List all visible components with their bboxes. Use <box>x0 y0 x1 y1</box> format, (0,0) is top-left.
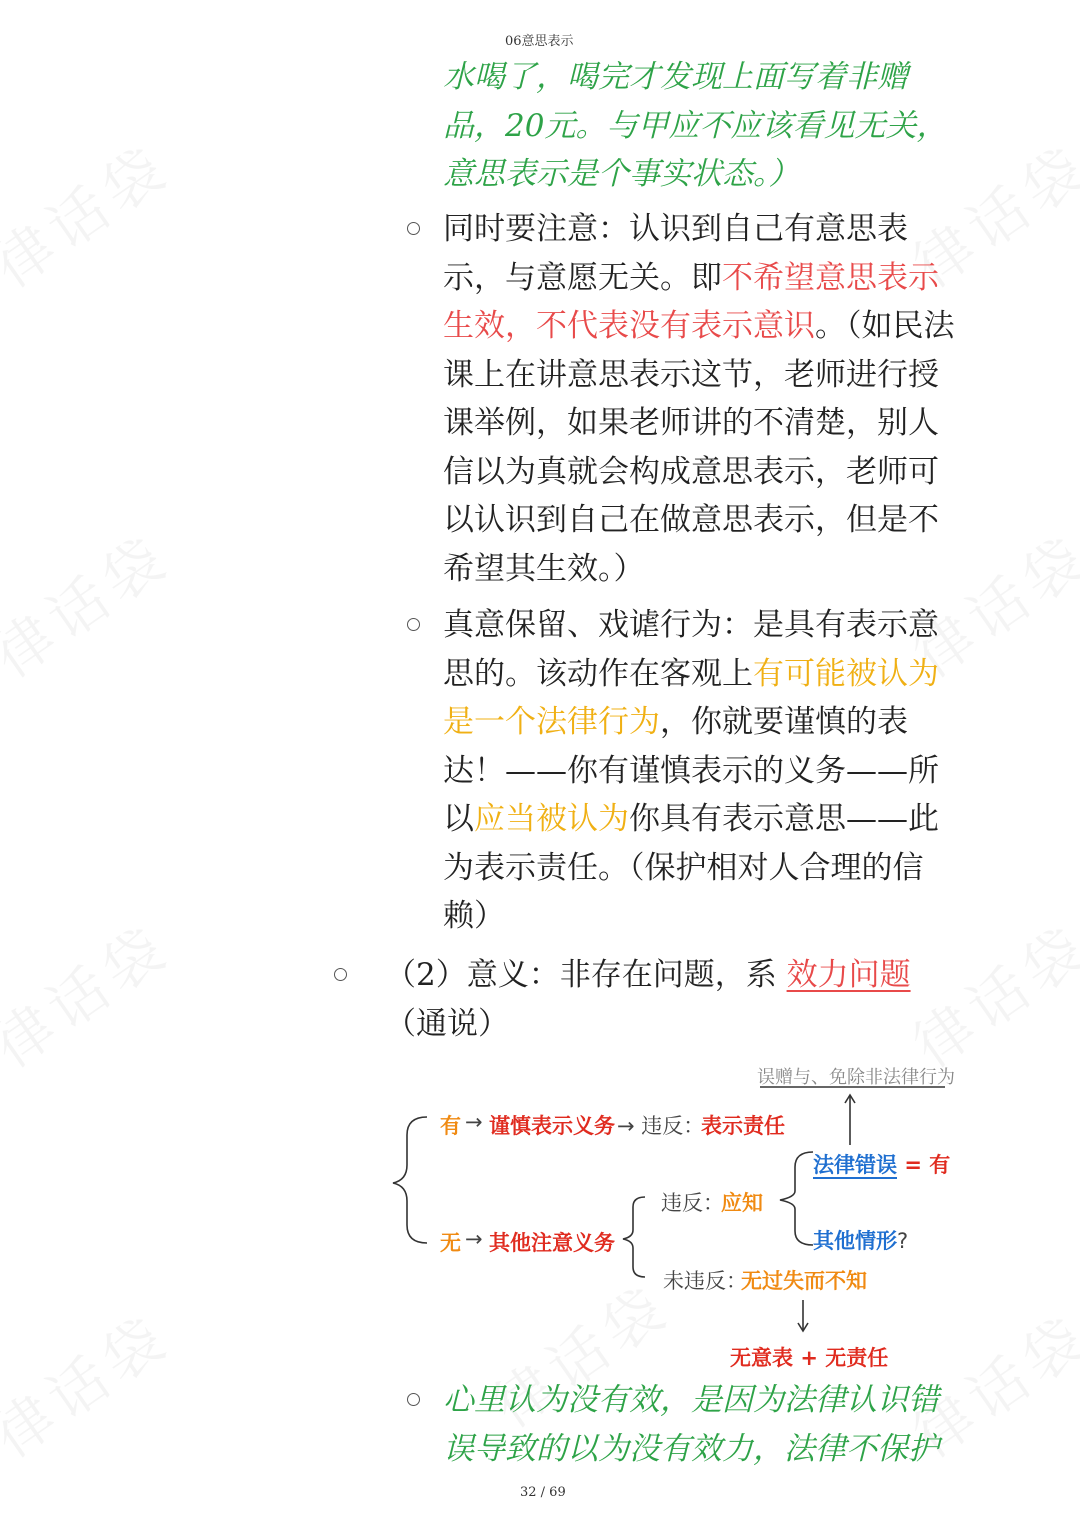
diagram-other-cases-text: 其他情形 <box>813 1229 897 1253</box>
text-line <box>443 254 1023 303</box>
text-segment: 。（如民法 <box>815 308 955 344</box>
text-line: 为表示责任。（保护相对人合理的信 <box>443 849 924 886</box>
page-header: 06意思表示 <box>505 34 574 49</box>
list-item-intent-awareness <box>443 205 1023 593</box>
text-line <box>443 650 1023 699</box>
text-line <box>443 698 1023 747</box>
diagram-node-should-know: 应知 <box>721 1191 763 1215</box>
arrow-right-icon: → <box>465 1227 483 1251</box>
text-line: 意思表示是个事实状态。） <box>443 156 800 192</box>
text-line: 品，20元。与甲应不应该看见无关， <box>443 107 948 144</box>
arrow-right-icon: → <box>465 1110 483 1134</box>
diagram-label-not-violate: 未违反： <box>663 1269 747 1293</box>
text-segment: 思的。该动作在客观上 <box>443 655 753 692</box>
text-line: 心里认为没有效，是因为法律认识错 <box>443 1382 939 1418</box>
diagram-node-result <box>730 1342 888 1372</box>
bullet-icon <box>407 1393 420 1406</box>
list-item-legal-error <box>443 1376 1023 1473</box>
concept-diagram <box>385 1055 965 1375</box>
watermark <box>0 901 184 1083</box>
list-item-mental-reservation <box>443 601 1023 941</box>
diagram-node-legal-error <box>813 1149 950 1179</box>
text-segment: （2）意义：非存在问题，系 <box>385 957 787 993</box>
text-line: 课举例，如果老师讲的不清楚，别人 <box>443 405 939 441</box>
diagram-legal-error-text: 法律错误 <box>813 1153 897 1177</box>
diagram-result-a: 无意表 <box>730 1346 793 1370</box>
text-line: 同时要注意：认识到自己有意思表 <box>443 211 908 247</box>
diagram-top-note: 误赠与、免除非法律行为 <box>757 1067 955 1088</box>
text-segment: 示，与意愿无关。即 <box>443 259 722 296</box>
text-line: 课上在讲意思表示这节，老师进行授 <box>443 356 939 393</box>
bullet-icon <box>407 222 420 235</box>
diagram-node-wu: 无 <box>440 1231 461 1255</box>
text-line <box>443 302 1023 351</box>
diagram-result-b: 无责任 <box>825 1346 889 1370</box>
diagram-node-other-cases <box>813 1225 908 1255</box>
diagram-node-no-fault: 无过失而不知 <box>741 1269 867 1293</box>
highlight-orange: 有可能被认为 <box>753 655 939 692</box>
text-line: 赖） <box>443 898 505 934</box>
diagram-label-violate: → 违反： <box>617 1114 705 1138</box>
intro-paragraph <box>443 53 1003 199</box>
watermark <box>0 511 184 693</box>
diagram-question-mark: ? <box>897 1229 909 1253</box>
highlight-orange: 是一个法律行为 <box>443 704 660 740</box>
highlight-red: 不希望意思表示 <box>722 259 939 296</box>
validity-issue-link[interactable]: 效力问题 <box>786 957 911 993</box>
page-number: 32 / 69 <box>520 1485 566 1500</box>
text-line <box>385 951 1005 1000</box>
watermark <box>0 121 184 303</box>
diagram-node-you: 有 <box>440 1114 461 1138</box>
text-line: 达！——你有谨慎表示的义务——所 <box>443 752 939 789</box>
text-segment: ，你就要谨慎的表 <box>660 704 908 740</box>
list-item-significance <box>385 951 1005 1048</box>
diagram-node-other-duty: 其他注意义务 <box>489 1231 615 1255</box>
diagram-label-violate: 违反： <box>661 1191 724 1215</box>
text-line: 误导致的以为没有效力，法律不保护 <box>443 1430 939 1467</box>
diagram-node-expression-liability: 表示责任 <box>701 1114 785 1138</box>
text-segment: 你具有表示意思——此 <box>629 801 939 837</box>
text-line: （通说） <box>385 1005 509 1042</box>
text-line: 希望其生效。） <box>443 550 645 587</box>
text-line: 真意保留、戏谑行为：是具有表示意 <box>443 607 939 643</box>
text-segment: 以 <box>443 801 474 837</box>
watermark <box>0 1291 184 1473</box>
highlight-red: 生效，不代表没有表示意识 <box>443 308 815 344</box>
text-line <box>443 795 1023 844</box>
diagram-plus: + <box>800 1346 818 1370</box>
diagram-node-duty-careful: 谨慎表示义务 <box>489 1114 615 1138</box>
diagram-equals-you: = 有 <box>904 1153 951 1177</box>
text-line: 信以为真就会构成意思表示，老师可 <box>443 453 939 490</box>
text-line: 以认识到自己在做意思表示，但是不 <box>443 502 939 538</box>
text-line: 水喝了，喝完才发现上面写着非赠 <box>443 59 908 95</box>
bullet-icon <box>334 968 347 981</box>
highlight-orange: 应当被认为 <box>474 801 629 837</box>
bullet-icon <box>407 618 420 631</box>
